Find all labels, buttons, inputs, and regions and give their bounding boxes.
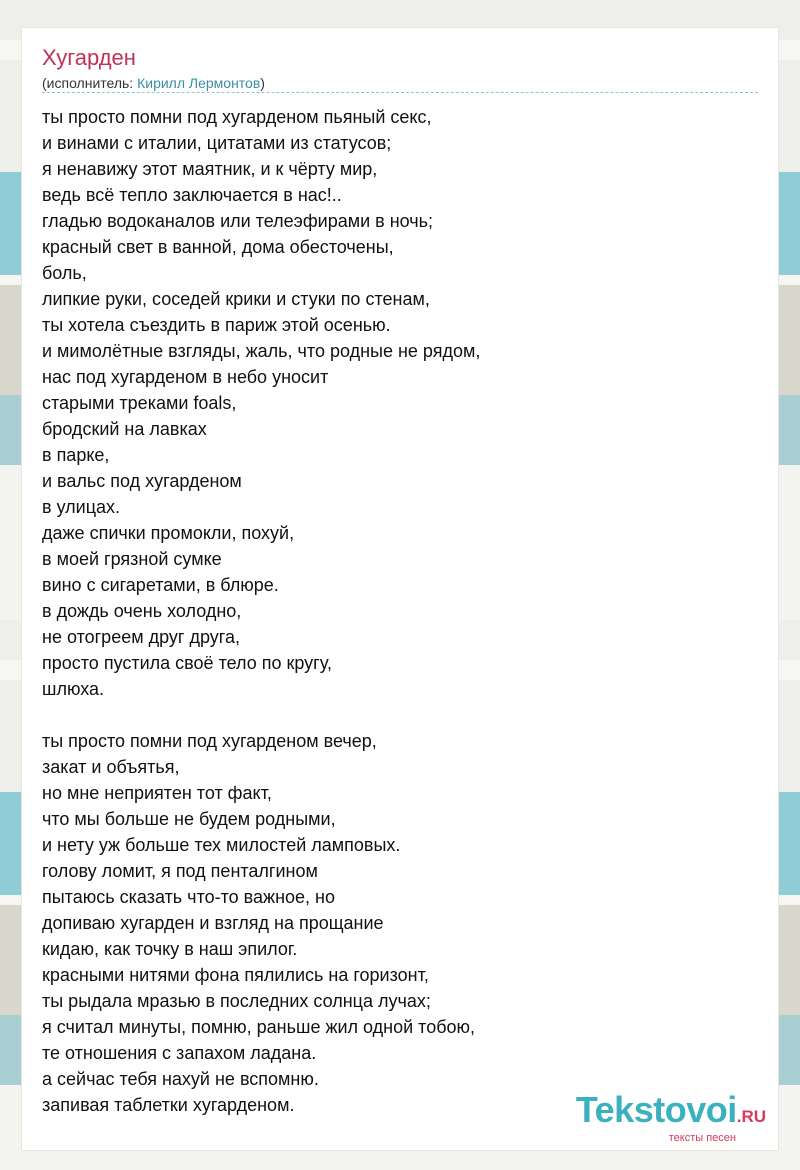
lyric-line: просто пустила своё тело по кругу,: [42, 653, 332, 673]
lyric-line: красный свет в ванной, дома обесточены,: [42, 237, 394, 257]
lyric-line: допиваю хугарден и взгляд на прощание: [42, 913, 384, 933]
stanza-2: [42, 728, 762, 1118]
lyric-line: но мне неприятен тот факт,: [42, 783, 272, 803]
lyric-line: ты рыдала мразью в последних солнца лучах;: [42, 991, 431, 1011]
lyric-line: даже спички промокли, похуй,: [42, 523, 295, 543]
lyric-line: ты хотела съездить в париж этой осенью.: [42, 315, 391, 335]
stanza-1: [42, 104, 762, 702]
lyric-line: вино с сигаретами, в блюре.: [42, 575, 279, 595]
lyric-line: а сейчас тебя нахуй не вспомню.: [42, 1069, 319, 1089]
lyric-line: что мы больше не будем родными,: [42, 809, 336, 829]
lyric-line: красными нитями фона пялились на горизонт,: [42, 965, 429, 985]
lyric-line: боль,: [42, 263, 87, 283]
performer-suffix: ): [260, 75, 265, 91]
lyric-line: и нету уж больше тех милостей ламповых.: [42, 835, 401, 855]
lyric-line: не отогреем друг друга,: [42, 627, 240, 647]
logo-name: Tekstovoi: [575, 1089, 737, 1130]
song-title: Хугарден: [42, 45, 136, 70]
lyric-line: бродский на лавках: [42, 419, 207, 439]
lyric-line: в улицах.: [42, 497, 121, 517]
lyric-line: я считал минуты, помню, раньше жил одной тобою,: [42, 1017, 476, 1037]
lyric-line: и вальс под хугарденом: [42, 471, 242, 491]
lyric-line: и мимолётные взгляды, жаль, что родные не рядом,: [42, 341, 481, 361]
lyric-line: кидаю, как точку в наш эпилог.: [42, 939, 298, 959]
lyric-line: я ненавижу этот маятник, и к чёрту мир,: [42, 159, 378, 179]
lyric-line: в моей грязной сумке: [42, 549, 222, 569]
lyric-line: шлюха.: [42, 679, 105, 699]
lyrics-card: [22, 28, 778, 1150]
lyric-line: закат и объятья,: [42, 757, 180, 777]
performer-line: [42, 74, 265, 92]
lyric-line: старыми треками foals,: [42, 393, 237, 413]
lyric-line: гладью водоканалов или телеэфирами в ночь;: [42, 211, 434, 231]
lyric-line: голову ломит, я под пенталгином: [42, 861, 318, 881]
logo-wordmark: [576, 1091, 766, 1136]
lyric-line: ты просто помни под хугарденом вечер,: [42, 731, 377, 751]
divider: [42, 92, 758, 93]
lyric-line: и винами с италии, цитатами из статусов;: [42, 133, 392, 153]
lyric-line: запивая таблетки хугарденом.: [42, 1095, 295, 1115]
lyric-line: в парке,: [42, 445, 110, 465]
logo-tagline: тексты песен: [668, 1132, 736, 1144]
lyric-line: ты просто помни под хугарденом пьяный секс,: [42, 107, 432, 127]
lyric-line: пытаюсь сказать что-то важное, но: [42, 887, 335, 907]
lyric-line: липкие руки, соседей крики и стуки по стенам,: [42, 289, 430, 309]
lyric-line: нас под хугарденом в небо уносит: [42, 367, 329, 387]
artist-link[interactable]: Кирилл Лермонтов: [137, 75, 261, 91]
lyrics-body: [42, 104, 762, 1144]
lyric-line: те отношения с запахом ладана.: [42, 1043, 317, 1063]
site-logo[interactable]: [576, 1091, 766, 1144]
lyric-line: в дождь очень холодно,: [42, 601, 242, 621]
performer-prefix: (исполнитель:: [42, 75, 138, 91]
logo-tld: .RU: [736, 1107, 766, 1126]
lyric-line: ведь всё тепло заключается в нас!..: [42, 185, 342, 205]
